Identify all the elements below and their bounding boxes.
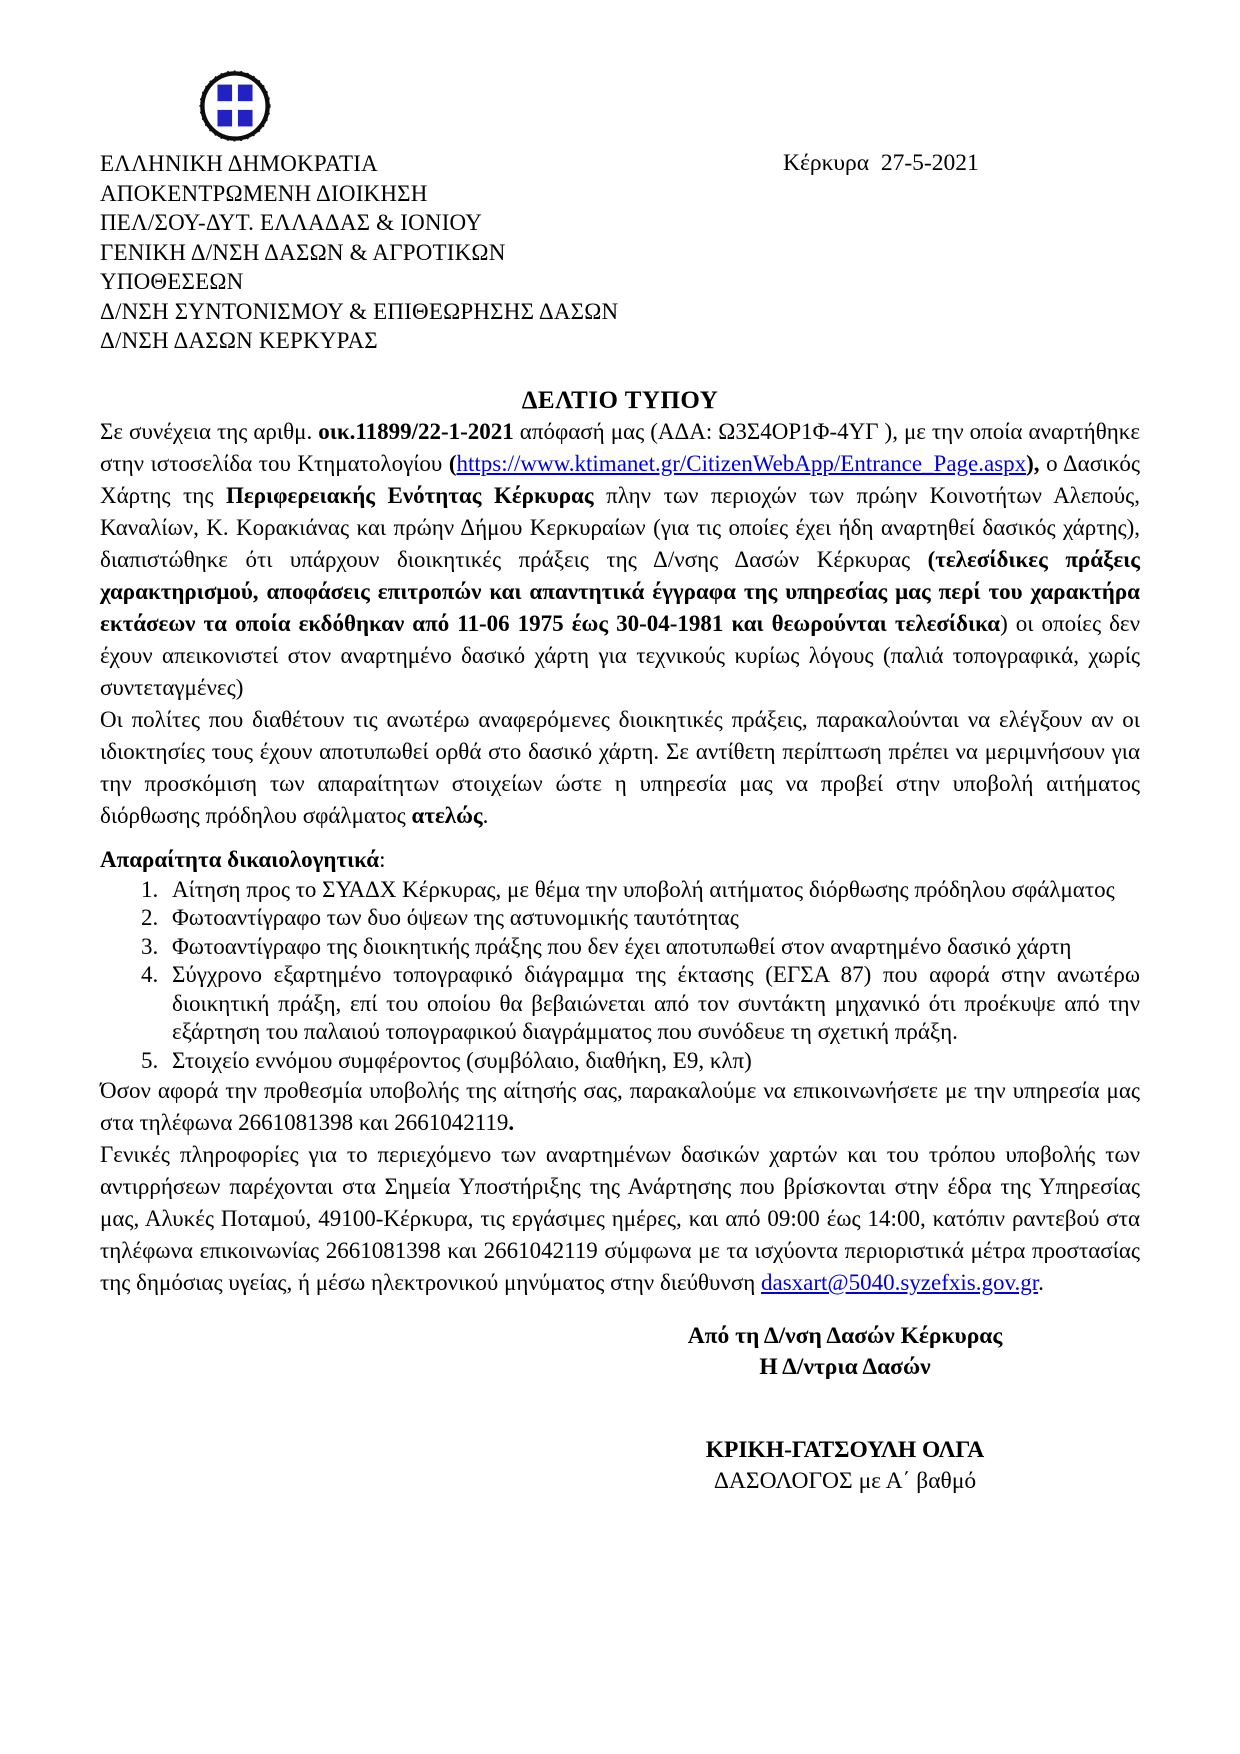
text-segment: ) οι οποίες δεν έχουν απεικονιστεί στον αναρτημένο δασικό χάρτη για τεχνικούς κυρίως λόγους (παλιά τοπογραφικά, χωρίς συντεταγμένες) bbox=[100, 610, 1140, 700]
administrative-acts-clause: (τελεσίδικες πράξεις χαρακτηρισμού, αποφάσεις επιτροπών και απαντητικά έγγραφα της υπηρεσίας μας περί του χαρακτήρα εκτάσεων τα οποία εκδόθηκαν από 11-06 1975 έως 30-04-1981 και θεωρούνται τελεσίδικα bbox=[100, 546, 1140, 636]
header-line-region: ΠΕΛ/ΣΟΥ-ΔΥΤ. ΕΛΛΑΔΑΣ & ΙΟΝΙΟΥ bbox=[100, 210, 483, 235]
general-info-paragraph bbox=[100, 1139, 1140, 1299]
text-segment: ( bbox=[448, 450, 457, 476]
text-segment: Σε συνέχεια της αριθμ. bbox=[100, 418, 319, 444]
text-segment: Όσον αφορά την προθεσμία υποβολής της αίτησής σας, παρακαλούμε να επικοινωνήσετε με την υπηρεσία μας στα τηλέφωνα 2661081398 και 2661042119 bbox=[100, 1078, 1140, 1135]
text-segment: Οι πολίτες που διαθέτουν τις ανωτέρω αναφερόμενες διοικητικές πράξεις, παρακαλούνται να ελέγξουν αν οι ιδιοκτησίες τους έχουν αποτυπωθεί ορθά στο δασικό χάρτη. Σε αντίθετη περίπτωση πρέπει να μεριμνήσουν για την προσκόμιση των απαραίτητων στοιχείων ώστε η υπηρεσία μας να προβεί στην υποβολή αιτήματος διόρθωσης πρόδηλου σφάλματος bbox=[100, 706, 1140, 828]
text-segment: . bbox=[1038, 1270, 1044, 1295]
requirement-item-3: 3. Φωτοαντίγραφο της διοικητικής πράξης που δεν έχει αποτυπωθεί στον αναρτημένο δασικό χάρτη bbox=[164, 933, 1140, 962]
document-content bbox=[100, 0, 1140, 1497]
header-line-general-directorate: ΓΕΝΙΚΗ Δ/ΝΣΗ ΔΑΣΩΝ & ΑΓΡΟΤΙΚΩΝ bbox=[100, 239, 506, 265]
header-line-general-directorate-wrap: ΥΠΟΘΕΣΕΩΝ bbox=[100, 269, 244, 294]
text-segment: ), bbox=[1026, 450, 1040, 476]
requirement-item-1: 1. Αίτηση προς το ΣΥΑΔΧ Κέρκυρας, με θέμα την υποβολή αιτήματος διόρθωσης πρόδηλου σφάλματος bbox=[164, 876, 1140, 905]
text-segment: . bbox=[508, 1110, 515, 1135]
signer-role: ΔΑΣΟΛΟΓΟΣ με Α΄ βαθμό bbox=[713, 1468, 977, 1494]
date-place-line: Κέρκυρα 27-5-2021 bbox=[783, 150, 979, 176]
text-segment: πλην των περιοχών των πρώην Κοινοτήτων Αλεπούς, Καναλίων, Κ. Κορακιάνας και πρώην Δήμου Κερκυραίων (για τις οποίες έχει ήδη αναρτηθεί δασικός χάρτης), διαπιστώθηκε ότι υπάρχουν διοικητικές πράξεις της Δ/νσης Δασών Κέρκυρας bbox=[100, 482, 1140, 572]
contact-email-link[interactable]: dasxart@5040.syzefxis.gov.gr bbox=[761, 1270, 1039, 1295]
decision-number: οικ.11899/22-1-2021 bbox=[318, 418, 514, 444]
citizens-notice-paragraph bbox=[100, 704, 1140, 832]
signature-block bbox=[600, 1321, 1090, 1383]
requirement-item-2: 2. Φωτοαντίγραφο των δυο όψεων της αστυνομικής ταυτότητας bbox=[164, 904, 1140, 933]
requirements-heading-text: Απαραίτητα δικαιολογητικά bbox=[100, 846, 380, 872]
header-line-forest-directorate: Δ/ΝΣΗ ΔΑΣΩΝ ΚΕΡΚΥΡΑΣ bbox=[100, 328, 378, 353]
header-line-republic: ΕΛΛΗΝΙΚΗ ΔΗΜΟΚΡΑΤΙΑ bbox=[100, 151, 378, 176]
signer-name: ΚΡΙΚΗ-ΓΑΤΣΟΥΛΗ ΟΛΓΑ bbox=[705, 1437, 985, 1463]
requirement-item-4: 4. Σύγχρονο εξαρτημένο τοπογραφικό διάγραμμα της έκτασης (ΕΓΣΑ 87) που αφορά στην ανωτέρω διοικητική πράξη, επί του οποίου θα βεβαιώνεται από τον συντάκτη μηχανικό ότι προέκυψε από την εξάρτηση του παλαιού τοπογραφικού διαγράμματος που συνόδευε τη σχετική πράξη. bbox=[164, 961, 1140, 1047]
intro-paragraph bbox=[100, 416, 1140, 704]
free-of-charge-word: ατελώς bbox=[411, 802, 483, 828]
text-segment: ο Δασικός Χάρτης της bbox=[100, 450, 1140, 508]
requirement-item-5: 5. Στοιχείο εννόμου συμφέροντος (συμβόλαιο, διαθήκη, Ε9, κλπ) bbox=[164, 1047, 1140, 1076]
agency-header-lines bbox=[100, 149, 1140, 356]
signature-line-1: Από τη Δ/νση Δασών Κέρκυρας bbox=[687, 1323, 1003, 1349]
regional-unit-name: Περιφερειακής Ενότητας Κέρκυρας bbox=[225, 482, 594, 508]
signer-block bbox=[600, 1435, 1090, 1497]
requirements-heading bbox=[100, 844, 1140, 876]
requirements-heading-colon: : bbox=[379, 846, 386, 872]
text-segment: Γενικές πληροφορίες για το περιεχόμενο των αναρτημένων δασικών χαρτών και του τρόπου υποβολής των αντιρρήσεων παρέχονται στα Σημεία Υποστήριξης της Ανάρτησης που βρίσκονται στην έδρα της Υπηρεσίας μας, Αλυκές Ποταμού, 49100-Κέρκυρα, τις εργάσιμες ημέρες, και από 09:00 έως 14:00, κατόπιν ραντεβού στα τηλέφωνα επικοινωνίας 2661081398 και 2661042119 σύμφωνα με τα ισχύοντα περιοριστικά μέτρα προστασίας της δημόσιας υγείας, ή μέσω ηλεκτρονικού μηνύματος στην διεύθυνση bbox=[100, 1142, 1140, 1295]
text-segment: . bbox=[482, 802, 489, 828]
requirements-list bbox=[100, 876, 1140, 1076]
text-segment: απόφασή μας (ΑΔΑ: Ω3Σ4ΟΡ1Φ-4ΥΓ ), με την οποία αναρτήθηκε στην ιστοσελίδα του Κτηματολογίου bbox=[100, 418, 1140, 476]
letterhead bbox=[100, 149, 1140, 356]
hellenic-republic-emblem-icon bbox=[198, 68, 272, 144]
signature-line-2: Η Δ/ντρια Δασών bbox=[759, 1354, 931, 1380]
ktimanet-url-link[interactable]: https://www.ktimanet.gr/CitizenWebApp/Entrance_Page.aspx bbox=[456, 450, 1027, 476]
header-line-administration: ΑΠΟΚΕΝΤΡΩΜΕΝΗ ΔΙΟΙΚΗΣΗ bbox=[100, 180, 428, 206]
header-line-coordination-directorate: Δ/ΝΣΗ ΣΥΝΤΟΝΙΣΜΟΥ & ΕΠΙΘΕΩΡΗΣΗΣ ΔΑΣΩΝ bbox=[100, 298, 619, 324]
press-release-title: ΔΕΛΤΙΟ ΤΥΠΟΥ bbox=[521, 386, 719, 414]
deadline-paragraph bbox=[100, 1075, 1140, 1139]
